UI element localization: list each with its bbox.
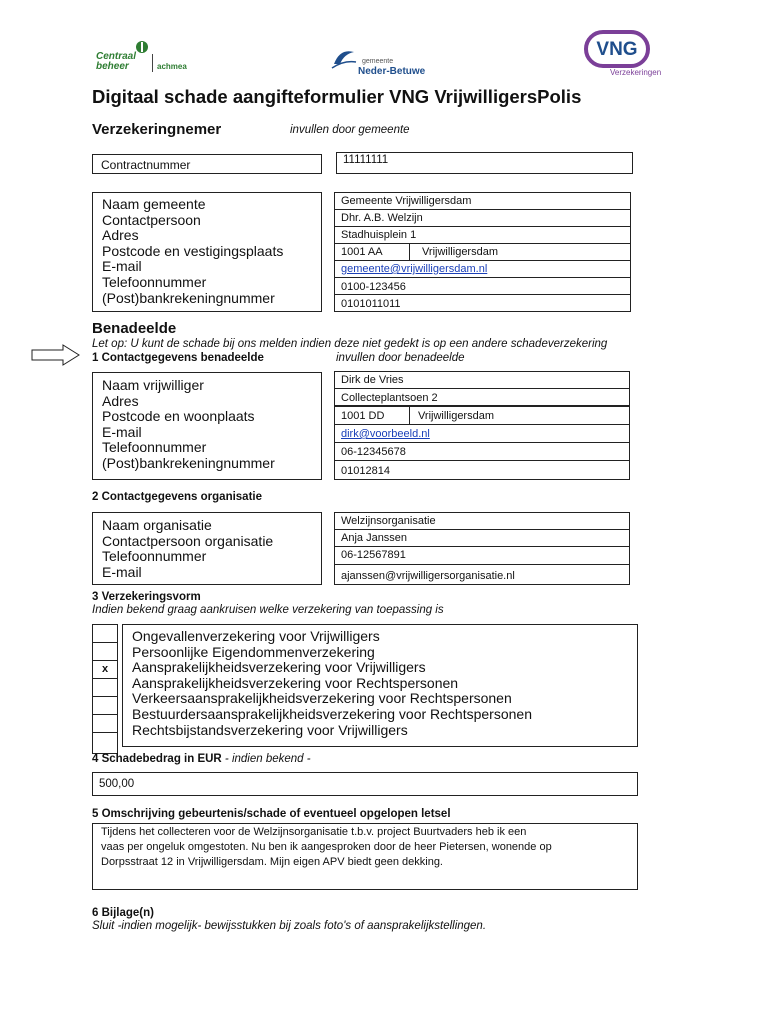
checkbox-aansprakelijkheid-vrijwilligers[interactable]: x [92, 660, 118, 679]
bijlage-subheading: 6 Bijlage(n) [92, 907, 154, 919]
contract-number-field[interactable]: 11111111 [336, 152, 633, 174]
option-eigendommen: Persoonlijke Eigendommenverzekering [132, 643, 375, 660]
verzekeringnemer-note: invullen door gemeente [290, 124, 410, 136]
label-email: E-mail [102, 423, 142, 440]
checkbox-bestuurdersaansprakelijkheid[interactable] [92, 714, 118, 733]
omschrijving-line-1: Tijdens het collecteren voor de Welzijnsorganisatie t.b.v. project Buurtvaders heb ik een [101, 826, 527, 838]
label-contactpersoon: Contactpersoon [102, 211, 201, 228]
vng-text: VNG [596, 39, 638, 60]
gemeente-name-text: Neder-Betuwe [358, 66, 426, 77]
checkbox-eigendommen[interactable] [92, 642, 118, 661]
gemeente-email-link[interactable]: gemeente@vrijwilligersdam.nl [341, 263, 488, 275]
gemeente-swirl-icon [330, 46, 358, 70]
bijlage-note: Sluit -indien mogelijk- bewijsstukken bij zoals foto's of aansprakelijkstellingen. [92, 920, 487, 932]
omschrijving-textarea[interactable] [92, 823, 638, 890]
label-postcode-vestigingsplaats: Postcode en vestigingsplaats [102, 242, 284, 259]
label-adres: Adres [102, 227, 139, 244]
vng-sub-text: Verzekeringen [610, 68, 662, 77]
label-bankrekeningnummer: (Post)bankrekeningnummer [102, 454, 275, 471]
gemeente-adres-field[interactable]: Stadhuisplein 1 [334, 226, 631, 244]
label-telefoonnummer: Telefoonnummer [102, 273, 207, 290]
label-email: E-mail [102, 258, 142, 275]
label-naam-organisatie: Naam organisatie [102, 517, 212, 533]
option-rechtsbijstand: Rechtsbijstandsverzekering voor Vrijwilligers [132, 721, 408, 738]
verzekeringsvorm-note: Indien bekend graag aankruisen welke verzekering van toepassing is [92, 604, 444, 616]
gemeente-postcode-field[interactable]: 1001 AA [334, 243, 410, 261]
organisatie-email-field[interactable]: ajanssen@vrijwilligersorganisatie.nl [334, 564, 630, 585]
schadebedrag-subheading [92, 753, 311, 765]
benadeelde-naam-field[interactable]: Dirk de Vries [334, 371, 630, 389]
gemeente-plaats-field[interactable]: Vrijwilligersdam [409, 243, 631, 261]
schadebedrag-note: - indien bekend - [221, 753, 311, 765]
label-telefoonnummer: Telefoonnummer [102, 439, 207, 456]
option-bestuurdersaansprakelijkheid: Bestuurdersaansprakelijkheidsverzekering voor Rechtspersonen [132, 705, 532, 722]
organisatie-labels-box [92, 512, 322, 585]
contract-label-box [92, 154, 322, 174]
label-telefoonnummer: Telefoonnummer [102, 548, 207, 565]
centraal-beheer-logo [96, 40, 192, 74]
verzekeringsvorm-subheading: 3 Verzekeringsvorm [92, 591, 201, 603]
gemeente-telefoon-field[interactable]: 0100-123456 [334, 277, 631, 295]
checkbox-verkeersaansprakelijkheid[interactable] [92, 696, 118, 715]
achmea-text: achmea [157, 62, 187, 71]
benadeelde-adres-field[interactable]: Collecteplantsoen 2 [334, 388, 630, 406]
benadeelde-plaats-field[interactable]: Vrijwilligersdam [409, 406, 630, 425]
gemeente-logo [330, 46, 440, 80]
vng-logo [580, 28, 664, 80]
benadeelde-heading: Benadeelde [92, 320, 177, 337]
checkbox-ongevallen[interactable] [92, 624, 118, 643]
logo-divider [152, 54, 153, 72]
benadeelde-bank-field[interactable]: 01012814 [334, 460, 630, 480]
label-naam-vrijwilliger: Naam vrijwilliger [102, 377, 204, 393]
organisatie-naam-field[interactable]: Welzijnsorganisatie [334, 512, 630, 530]
contact-benadeelde-note: invullen door benadeelde [336, 352, 465, 364]
benadeelde-labels-box [92, 372, 322, 480]
organisatie-contact-field[interactable]: Anja Janssen [334, 529, 630, 547]
label-naam-gemeente: Naam gemeente [102, 196, 206, 212]
benadeelde-note: Let op: U kunt de schade bij ons melden indien deze niet gedekt is op een andere schadeverzekering [92, 338, 608, 350]
verzekeringsvorm-checkbox-column [92, 624, 118, 754]
label-postcode-woonplaats: Postcode en woonplaats [102, 408, 255, 425]
benadeelde-email-field[interactable] [334, 424, 630, 443]
gemeente-naam-field[interactable]: Gemeente Vrijwilligersdam [334, 192, 631, 210]
checkbox-rechtsbijstand[interactable] [92, 732, 118, 754]
schadebedrag-label: 4 Schadebedrag in EUR [92, 753, 222, 765]
gemeente-email-field[interactable] [334, 260, 631, 278]
gemeente-contact-field[interactable]: Dhr. A.B. Welzijn [334, 209, 631, 227]
vng-badge [584, 30, 650, 68]
option-verkeersaansprakelijkheid: Verkeersaansprakelijkheidsverzekering voor Rechtspersonen [132, 690, 512, 707]
contact-benadeelde-subheading: 1 Contactgegevens benadeelde [92, 352, 264, 364]
organisatie-telefoon-field[interactable]: 06-12567891 [334, 546, 630, 565]
contract-label: Contractnummer [101, 158, 191, 172]
label-adres: Adres [102, 392, 139, 409]
option-aansprakelijkheid-rechtspersonen: Aansprakelijkheidsverzekering voor Rechtspersonen [132, 674, 459, 691]
label-contactpersoon-organisatie: Contactpersoon organisatie [102, 532, 274, 549]
benadeelde-telefoon-field[interactable]: 06-12345678 [334, 442, 630, 461]
omschrijving-subheading: 5 Omschrijving gebeurtenis/schade of eventueel opgelopen letsel [92, 808, 451, 820]
benadeelde-email-link[interactable]: dirk@voorbeeld.nl [341, 428, 430, 440]
verzekeringsvorm-options-box [122, 624, 638, 747]
omschrijving-line-2: vaas per ongeluk omgestoten. Nu ben ik aangesproken door de heer Pietersen, wonende op [101, 841, 552, 853]
omschrijving-line-3: Dorpsstraat 12 in Vrijwilligersdam. Mijn eigen APV biedt geen dekking. [101, 856, 443, 868]
label-email: E-mail [102, 563, 142, 580]
contact-organisatie-subheading: 2 Contactgegevens organisatie [92, 491, 262, 503]
gemeente-labels-box [92, 192, 322, 312]
schadebedrag-field[interactable]: 500,00 [92, 772, 638, 796]
page-title: Digitaal schade aangifteformulier VNG VrijwilligersPolis [92, 86, 582, 107]
gemeente-small-text: gemeente [362, 58, 394, 65]
option-aansprakelijkheid-vrijwilligers: Aansprakelijkheidsverzekering voor Vrijwilligers [132, 659, 426, 676]
benadeelde-postcode-field[interactable]: 1001 DD [334, 406, 410, 425]
centraal-text: Centraal beheer [96, 51, 137, 72]
option-ongevallen: Ongevallenverzekering voor Vrijwilligers [132, 628, 380, 644]
label-bankrekeningnummer: (Post)bankrekeningnummer [102, 289, 275, 306]
arrow-right-icon [31, 344, 81, 366]
checkbox-aansprakelijkheid-rechtspersonen[interactable] [92, 678, 118, 697]
gemeente-bank-field[interactable]: 0101011011 [334, 294, 631, 312]
verzekeringnemer-heading: Verzekeringnemer [92, 121, 222, 138]
